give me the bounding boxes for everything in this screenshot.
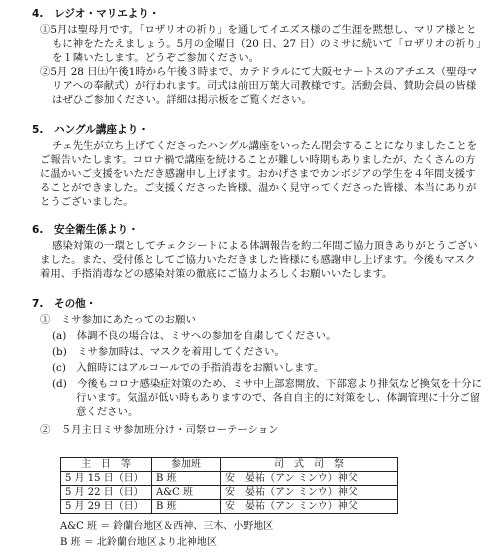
body-line: ご報告いたします。コロナ禍で講座を続けることが難しい時期もありましたが、たくさんの方 (40, 154, 476, 166)
table-row (61, 500, 398, 514)
section-heading-other: 7. その他・ (32, 298, 97, 310)
body-line: ①5月は聖母月です。「ロザリオの祈り」を通してイエズス様のご生涯を黙想し、マリア様とと (40, 24, 477, 36)
body-line: に温かいご支援をいただき感謝申し上げます。おかげさまでカンボジアの学生を４年間支援す (40, 168, 476, 180)
table-cell: 安 晏祐（アン ミンウ）神父 (221, 500, 398, 514)
table-cell: 5 月 22 日（日） (61, 486, 152, 500)
group-legend-b: B 班 ＝ 北鈴蘭台地区より北神地区 (60, 537, 217, 548)
body-line: ることができました。ご支援くださった皆様、温かく見守ってくださった皆様、本当にありが (40, 182, 477, 194)
list-item: ① ミサ参加にあたってのお願い (40, 314, 196, 326)
table-cell: 5 月 15 日（日） (61, 472, 152, 486)
body-line: とうございました。 (40, 196, 134, 208)
list-item: ② ５月主日ミサ参加班分け・司祭ローテーション (40, 424, 279, 436)
table-cell: 安 晏祐（アン ミンウ）神父 (221, 486, 398, 500)
list-item: (c) 入館時にはアルコールでの手指消毒をお願いします。 (52, 362, 325, 374)
body-line: リアへの奉献式）が行われます。司式は前田万葉大司教様です。活動会員、賛助会員の皆様 (52, 80, 477, 92)
column-header: 主 日 等 (61, 458, 152, 472)
table-cell: B 班 (152, 500, 221, 514)
table-row (61, 486, 398, 500)
body-line: ました。また、受付係としてご協力いただきました皆様にも感謝申し上げます。今後もマスク (40, 254, 476, 266)
section-heading-safety-hygiene: 6. 安全衛生係より・ (32, 224, 139, 236)
body-line: はぜひご参加ください。詳細は掲示板をご覧ください。 (52, 94, 312, 106)
column-header: 司 式 司 祭 (221, 458, 398, 472)
list-item: (d) 今後もコロナ感染症対策のため、ミサ中上部窓開放、下部窓より排気など換気を十分に (52, 378, 482, 390)
list-item-continuation: 行います。気温が低い時もありますので、各自自主的に対策をし、体調管理に十分ご留 (76, 392, 481, 404)
section-heading-legio-mariae: 4. レジオ・マリエより・ (32, 8, 160, 20)
section-heading-hangul-course: 5. ハングル講座より・ (32, 124, 149, 136)
body-line: 着用、手指消毒などの感染対策の徹底にご協力よろしくお願いいたします。 (40, 268, 393, 280)
body-line: ②5月 28 日㈯午後1時から午後３時まで、カテドラルにて大阪セナートスのアチエス（聖母マ (40, 66, 478, 78)
column-header: 参加班 (152, 458, 221, 472)
table-cell: 5 月 29 日（日） (61, 500, 152, 514)
list-item: (a) 体調不良の場合は、ミサへの参加を自粛してください。 (52, 330, 337, 342)
body-line: 感染対策の一環としてチェクシートによる体調報告を約二年間ご協力頂きありがとうござい (52, 240, 478, 252)
body-line: チェ先生が立ち上げてくださったハングル講座をいったん閉会することになりましたことを (52, 140, 478, 152)
table-cell: B 班 (152, 472, 221, 486)
body-line: もに神をたたえましょう。5月の金曜日（20 日、27 日）のミサに続いて「ロザリオの祈り」 (52, 38, 487, 50)
table-cell: 安 晏祐（アン ミンウ）神父 (221, 472, 398, 486)
rotation-table (60, 457, 398, 514)
table-row (61, 472, 398, 486)
table-header-row (61, 458, 398, 472)
body-line: を１隣いたします。どうぞご参加ください。 (52, 52, 259, 64)
group-legend-ac: A&C 班 ＝ 鈴蘭台地区＆西神、三木、小野地区 (60, 521, 274, 532)
list-item: (b) ミサ参加時は、マスクを着用してください。 (52, 346, 285, 358)
list-item-continuation: 意ください。 (76, 406, 139, 418)
table-cell: A&C 班 (152, 486, 221, 500)
